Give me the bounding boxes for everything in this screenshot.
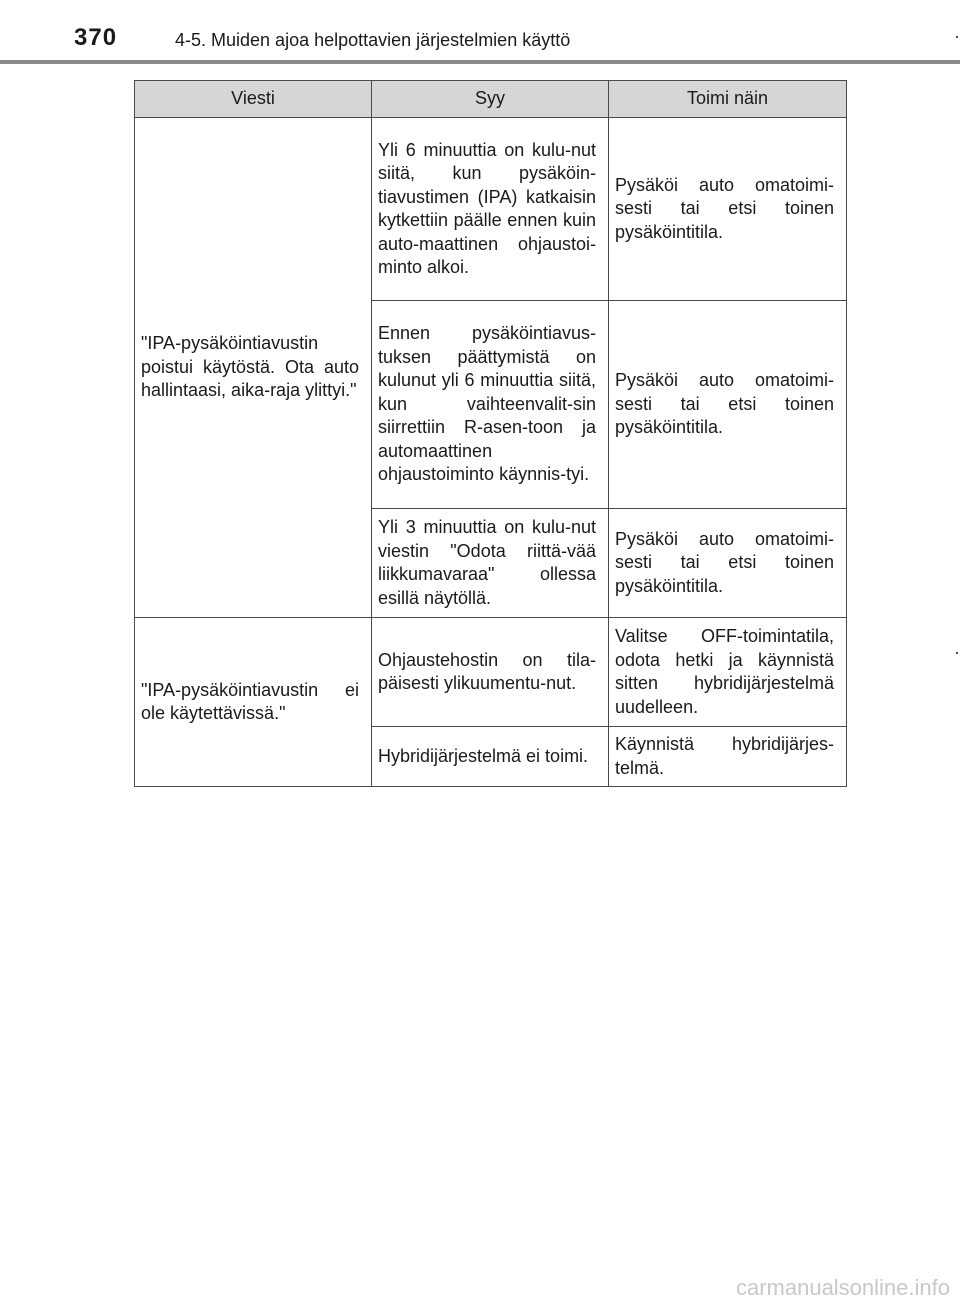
watermark: carmanualsonline.info [735,1275,950,1300]
message-cell: "IPA-pysäköintiavustin ei ole käytettävissä." [135,618,372,787]
table-row [135,618,847,727]
action-cell: Pysäköi auto omatoimi-sesti tai etsi toinen pysäköintitila. [609,118,847,301]
column-header-action: Toimi näin [609,81,847,118]
cause-cell: Hybridijärjestelmä ei toimi. [372,727,609,787]
table-header-row [135,81,847,118]
action-cell: Käynnistä hybridijärjes-telmä. [609,727,847,787]
page-header [0,0,960,64]
message-cell: "IPA-pysäköintiavustin poistui käytöstä. Ota auto hallintaasi, aika-raja ylittyi." [135,118,372,618]
column-header-message: Viesti [135,81,372,118]
action-cell: Valitse OFF-toimintatila, odota hetki ja käynnistä sitten hybridijärjestelmä uudelleen. [609,618,847,727]
edge-tick [956,652,958,654]
section-title: 4-5. Muiden ajoa helpottavien järjestelmien käyttö [175,30,571,50]
action-cell: Pysäköi auto omatoimi-sesti tai etsi toinen pysäköintitila. [609,301,847,509]
cause-cell: Yli 6 minuuttia on kulu-nut siitä, kun pysäköin-tiavustimen (IPA) katkaisin kytkettiin päälle ennen kuin auto-maattinen ohjaustoi-minto alkoi. [372,118,609,301]
cause-cell: Ohjaustehostin on tila-päisesti ylikuumentu-nut. [372,618,609,727]
page-number: 370 [74,24,118,51]
column-header-cause: Syy [372,81,609,118]
cause-cell: Ennen pysäköintiavus-tuksen päättymistä on kulunut yli 6 minuuttia siitä, kun vaihteenvalit-sin siirrettiin R-asen-toon ja automaattinen ohjaustoiminto käynnis-tyi. [372,301,609,509]
cause-cell: Yli 3 minuuttia on kulu-nut viestin "Odota riittä-vää liikkumavaraa" ollessa esillä näytöllä. [372,509,609,618]
message-table [134,80,847,787]
action-cell: Pysäköi auto omatoimi-sesti tai etsi toinen pysäköintitila. [609,509,847,618]
edge-tick [956,36,958,38]
header-divider [0,60,960,64]
table-row [135,118,847,301]
